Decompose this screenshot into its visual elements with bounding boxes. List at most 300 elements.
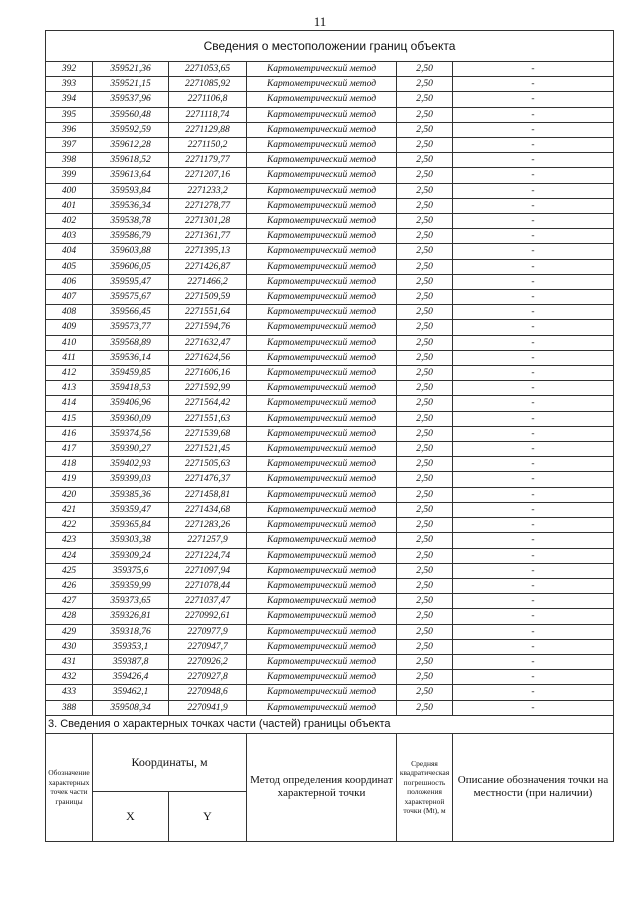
cell-point-number: 408 [46,305,93,320]
cell-y: 2271037,47 [169,594,247,609]
cell-mt: 2,50 [397,624,453,639]
table-row [46,548,614,563]
table-row [46,457,614,472]
cell-y: 2271207,16 [169,168,247,183]
table-row [46,138,614,153]
cell-description: - [453,502,614,517]
cell-description: - [453,92,614,107]
cell-mt: 2,50 [397,335,453,350]
cell-point-number: 425 [46,563,93,578]
table-row [46,320,614,335]
cell-x: 359459,85 [93,366,169,381]
cell-description: - [453,472,614,487]
cell-method: Картометрический метод [247,77,397,92]
cell-method: Картометрический метод [247,229,397,244]
cell-method: Картометрический метод [247,198,397,213]
cell-description: - [453,487,614,502]
table-row [46,624,614,639]
cell-mt: 2,50 [397,244,453,259]
cell-x: 359618,52 [93,153,169,168]
cell-description: - [453,77,614,92]
cell-mt: 2,50 [397,487,453,502]
cell-x: 359613,64 [93,168,169,183]
cell-method: Картометрический метод [247,62,397,77]
cell-x: 359418,53 [93,381,169,396]
cell-mt: 2,50 [397,533,453,548]
cell-mt: 2,50 [397,168,453,183]
cell-method: Картометрический метод [247,138,397,153]
document-sheet [45,30,613,842]
cell-x: 359606,05 [93,259,169,274]
cell-y: 2270948,6 [169,685,247,700]
cell-y: 2271224,74 [169,548,247,563]
cell-y: 2271594,76 [169,320,247,335]
cell-description: - [453,670,614,685]
cell-mt: 2,50 [397,198,453,213]
cell-y: 2271078,44 [169,578,247,593]
cell-mt: 2,50 [397,138,453,153]
cell-y: 2271551,64 [169,305,247,320]
cell-x: 359318,76 [93,624,169,639]
cell-method: Картометрический метод [247,487,397,502]
cell-y: 2271606,16 [169,366,247,381]
table-row [46,563,614,578]
cell-method: Картометрический метод [247,92,397,107]
table-row [46,594,614,609]
table-row [46,472,614,487]
cell-method: Картометрический метод [247,274,397,289]
cell-y: 2271257,9 [169,533,247,548]
table-row [46,366,614,381]
cell-point-number: 430 [46,639,93,654]
cell-x: 359560,48 [93,107,169,122]
cell-method: Картометрический метод [247,685,397,700]
cell-method: Картометрический метод [247,518,397,533]
cell-method: Картометрический метод [247,335,397,350]
cell-point-number: 424 [46,548,93,563]
cell-mt: 2,50 [397,472,453,487]
cell-description: - [453,533,614,548]
cell-y: 2271476,37 [169,472,247,487]
cell-x: 359536,14 [93,350,169,365]
cell-y: 2270926,2 [169,654,247,669]
table-row [46,487,614,502]
cell-description: - [453,259,614,274]
cell-y: 2271458,81 [169,487,247,502]
cell-point-number: 427 [46,594,93,609]
cell-method: Картометрический метод [247,122,397,137]
cell-y: 2271085,92 [169,77,247,92]
cell-y: 2271129,88 [169,122,247,137]
cell-method: Картометрический метод [247,107,397,122]
table-row [46,198,614,213]
cell-y: 2270992,61 [169,609,247,624]
cell-x: 359373,65 [93,594,169,609]
cell-mt: 2,50 [397,609,453,624]
cell-description: - [453,274,614,289]
cell-y: 2271592,99 [169,381,247,396]
cell-method: Картометрический метод [247,290,397,305]
cell-x: 359406,96 [93,396,169,411]
cell-x: 359537,96 [93,92,169,107]
cell-mt: 2,50 [397,350,453,365]
table-row [46,518,614,533]
cell-method: Картометрический метод [247,320,397,335]
cell-method: Картометрический метод [247,259,397,274]
table-row [46,396,614,411]
table-row [46,639,614,654]
cell-point-number: 416 [46,426,93,441]
table-row [46,168,614,183]
table-row [46,92,614,107]
cell-x: 359592,59 [93,122,169,137]
cell-point-number: 400 [46,183,93,198]
cell-mt: 2,50 [397,411,453,426]
cell-point-number: 403 [46,229,93,244]
cell-x: 359399,03 [93,472,169,487]
cell-mt: 2,50 [397,122,453,137]
cell-method: Картометрический метод [247,381,397,396]
cell-x: 359521,15 [93,77,169,92]
cell-y: 2271505,63 [169,457,247,472]
cell-method: Картометрический метод [247,654,397,669]
cell-description: - [453,335,614,350]
table-row [46,305,614,320]
section-3-title: 3. Сведения о характерных точках части (частей) границы объекта [46,715,614,733]
cell-x: 359374,56 [93,426,169,441]
cell-x: 359365,84 [93,518,169,533]
header-y: Y [169,791,247,841]
cell-description: - [453,62,614,77]
cell-point-number: 404 [46,244,93,259]
cell-y: 2271632,47 [169,335,247,350]
cell-point-number: 411 [46,350,93,365]
cell-y: 2271466,2 [169,274,247,289]
cell-point-number: 415 [46,411,93,426]
cell-method: Картометрический метод [247,578,397,593]
cell-description: - [453,594,614,609]
cell-y: 2271395,13 [169,244,247,259]
cell-description: - [453,229,614,244]
cell-x: 359360,09 [93,411,169,426]
cell-mt: 2,50 [397,426,453,441]
cell-x: 359309,24 [93,548,169,563]
cell-mt: 2,50 [397,563,453,578]
cell-method: Картометрический метод [247,214,397,229]
cell-method: Картометрический метод [247,533,397,548]
cell-mt: 2,50 [397,107,453,122]
header-point: Обозначение характерных точек части границы [46,733,93,841]
cell-description: - [453,214,614,229]
cell-description: - [453,685,614,700]
cell-description: - [453,138,614,153]
table-row [46,122,614,137]
cell-x: 359612,28 [93,138,169,153]
cell-point-number: 423 [46,533,93,548]
cell-method: Картометрический метод [247,183,397,198]
cell-description: - [453,350,614,365]
page-number: 11 [313,14,327,29]
table-row [46,442,614,457]
table-row [46,350,614,365]
cell-description: - [453,426,614,441]
table-row [46,381,614,396]
cell-description: - [453,548,614,563]
cell-description: - [453,396,614,411]
cell-method: Картометрический метод [247,442,397,457]
table-row [46,685,614,700]
cell-x: 359387,8 [93,654,169,669]
cell-y: 2271426,87 [169,259,247,274]
cell-x: 359462,1 [93,685,169,700]
table-row [46,229,614,244]
cell-method: Картометрический метод [247,624,397,639]
table-row [46,335,614,350]
table-row [46,533,614,548]
cell-mt: 2,50 [397,229,453,244]
cell-x: 359303,38 [93,533,169,548]
cell-method: Картометрический метод [247,639,397,654]
cell-description: - [453,578,614,593]
cell-point-number: 399 [46,168,93,183]
cell-description: - [453,153,614,168]
cell-point-number: 420 [46,487,93,502]
header-mt: Средняя квадратическая погрешность положения характерной точки (Мt), м [397,733,453,841]
cell-mt: 2,50 [397,305,453,320]
cell-x: 359536,34 [93,198,169,213]
cell-mt: 2,50 [397,77,453,92]
cell-description: - [453,183,614,198]
cell-mt: 2,50 [397,502,453,517]
cell-y: 2271301,28 [169,214,247,229]
cell-mt: 2,50 [397,259,453,274]
cell-y: 2270941,9 [169,700,247,715]
cell-mt: 2,50 [397,594,453,609]
cell-description: - [453,624,614,639]
cell-mt: 2,50 [397,381,453,396]
cell-mt: 2,50 [397,274,453,289]
cell-point-number: 432 [46,670,93,685]
cell-method: Картометрический метод [247,426,397,441]
cell-mt: 2,50 [397,700,453,715]
table-row [46,609,614,624]
table-row [46,700,614,715]
cell-method: Картометрический метод [247,548,397,563]
cell-description: - [453,305,614,320]
cell-point-number: 422 [46,518,93,533]
cell-description: - [453,654,614,669]
cell-y: 2271118,74 [169,107,247,122]
cell-point-number: 412 [46,366,93,381]
cell-x: 359402,93 [93,457,169,472]
cell-mt: 2,50 [397,396,453,411]
cell-mt: 2,50 [397,290,453,305]
cell-point-number: 429 [46,624,93,639]
table-row [46,274,614,289]
cell-mt: 2,50 [397,92,453,107]
cell-x: 359603,88 [93,244,169,259]
cell-method: Картометрический метод [247,396,397,411]
table-row [46,654,614,669]
cell-x: 359508,34 [93,700,169,715]
cell-y: 2271539,68 [169,426,247,441]
cell-mt: 2,50 [397,366,453,381]
cell-x: 359573,77 [93,320,169,335]
cell-x: 359586,79 [93,229,169,244]
header-desc: Описание обозначения точки на местности (при наличии) [453,733,614,841]
cell-method: Картометрический метод [247,244,397,259]
cell-y: 2270947,7 [169,639,247,654]
cell-method: Картометрический метод [247,563,397,578]
cell-x: 359568,89 [93,335,169,350]
cell-x: 359359,99 [93,578,169,593]
cell-description: - [453,244,614,259]
cell-point-number: 419 [46,472,93,487]
table-row [46,77,614,92]
cell-y: 2271150,2 [169,138,247,153]
cell-description: - [453,320,614,335]
table-row [46,244,614,259]
cell-method: Картометрический метод [247,366,397,381]
cell-mt: 2,50 [397,518,453,533]
cell-point-number: 409 [46,320,93,335]
cell-point-number: 395 [46,107,93,122]
cell-point-number: 392 [46,62,93,77]
cell-point-number: 401 [46,198,93,213]
table-row [46,62,614,77]
cell-method: Картометрический метод [247,305,397,320]
table-row [46,290,614,305]
cell-x: 359359,47 [93,502,169,517]
cell-point-number: 405 [46,259,93,274]
cell-point-number: 413 [46,381,93,396]
cell-point-number: 421 [46,502,93,517]
cell-x: 359566,45 [93,305,169,320]
cell-point-number: 433 [46,685,93,700]
cell-x: 359326,81 [93,609,169,624]
cell-description: - [453,518,614,533]
cell-point-number: 431 [46,654,93,669]
cell-x: 359595,47 [93,274,169,289]
table-row [46,670,614,685]
cell-mt: 2,50 [397,578,453,593]
cell-point-number: 396 [46,122,93,137]
cell-mt: 2,50 [397,654,453,669]
cell-y: 2270927,8 [169,670,247,685]
cell-point-number: 398 [46,153,93,168]
table-row [46,214,614,229]
cell-description: - [453,700,614,715]
cell-method: Картометрический метод [247,502,397,517]
cell-point-number: 428 [46,609,93,624]
cell-mt: 2,50 [397,685,453,700]
header-method: Метод определения координат характерной точки [247,733,397,841]
cell-y: 2271179,77 [169,153,247,168]
cell-point-number: 397 [46,138,93,153]
cell-description: - [453,290,614,305]
cell-description: - [453,107,614,122]
cell-method: Картометрический метод [247,411,397,426]
cell-point-number: 417 [46,442,93,457]
cell-point-number: 393 [46,77,93,92]
cell-y: 2271278,77 [169,198,247,213]
table-row [46,183,614,198]
cell-method: Картометрический метод [247,609,397,624]
cell-x: 359426,4 [93,670,169,685]
cell-x: 359593,84 [93,183,169,198]
table-row [46,411,614,426]
cell-description: - [453,168,614,183]
cell-description: - [453,198,614,213]
cell-point-number: 407 [46,290,93,305]
cell-method: Картометрический метод [247,594,397,609]
cell-mt: 2,50 [397,457,453,472]
table-row [46,107,614,122]
cell-point-number: 426 [46,578,93,593]
cell-description: - [453,442,614,457]
cell-y: 2271233,2 [169,183,247,198]
cell-description: - [453,381,614,396]
cell-description: - [453,122,614,137]
cell-method: Картометрический метод [247,153,397,168]
cell-x: 359375,6 [93,563,169,578]
table-row [46,153,614,168]
cell-method: Картометрический метод [247,700,397,715]
cell-description: - [453,609,614,624]
table-row [46,578,614,593]
cell-description: - [453,411,614,426]
table-title: Сведения о местоположении границ объекта [46,31,614,62]
cell-mt: 2,50 [397,320,453,335]
cell-mt: 2,50 [397,639,453,654]
table-body [46,62,614,716]
cell-y: 2271097,94 [169,563,247,578]
cell-y: 2271509,59 [169,290,247,305]
cell-method: Картометрический метод [247,670,397,685]
cell-method: Картометрический метод [247,168,397,183]
cell-x: 359385,36 [93,487,169,502]
header-coords: Координаты, м [93,733,247,791]
cell-description: - [453,366,614,381]
cell-mt: 2,50 [397,62,453,77]
cell-point-number: 394 [46,92,93,107]
cell-point-number: 406 [46,274,93,289]
cell-method: Картометрический метод [247,472,397,487]
cell-y: 2271361,77 [169,229,247,244]
cell-description: - [453,457,614,472]
cell-y: 2271283,26 [169,518,247,533]
cell-mt: 2,50 [397,153,453,168]
cell-x: 359390,27 [93,442,169,457]
cell-mt: 2,50 [397,670,453,685]
cell-point-number: 410 [46,335,93,350]
cell-point-number: 414 [46,396,93,411]
cell-x: 359353,1 [93,639,169,654]
cell-y: 2271053,65 [169,62,247,77]
coordinates-table [45,30,614,842]
table-row [46,502,614,517]
table-row [46,426,614,441]
cell-y: 2271564,42 [169,396,247,411]
cell-y: 2271106,8 [169,92,247,107]
cell-y: 2271521,45 [169,442,247,457]
cell-x: 359538,78 [93,214,169,229]
cell-description: - [453,639,614,654]
cell-mt: 2,50 [397,183,453,198]
cell-point-number: 418 [46,457,93,472]
cell-y: 2271551,63 [169,411,247,426]
cell-point-number: 388 [46,700,93,715]
